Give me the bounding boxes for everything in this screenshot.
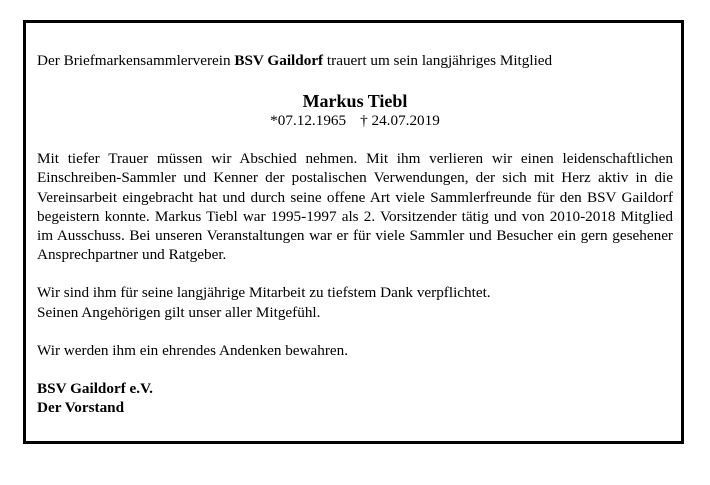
intro-line [37, 51, 673, 70]
thanks-line-1: Wir sind ihm für seine langjährige Mitarbeit zu tiefstem Dank verpflichtet. [37, 284, 491, 302]
death-date: † 24.07.2019 [360, 112, 440, 130]
life-dates [37, 111, 673, 130]
intro-text-after: trauert um sein langjähriges Mitglied [323, 52, 553, 69]
obituary-frame [23, 20, 684, 444]
signature-org: BSV Gaildorf e.V. [37, 380, 153, 398]
thanks-paragraph [37, 283, 673, 321]
deceased-name: Markus Tiebl [302, 91, 408, 112]
intro-text-before: Der Briefmarkensammlerverein [37, 52, 235, 69]
obituary-content [37, 51, 673, 417]
remember-line: Wir werden ihm ein ehrendes Andenken bewahren. [37, 341, 349, 359]
thanks-line-2: Seinen Angehörigen gilt unser aller Mitgefühl. [37, 303, 321, 321]
obituary-body: Mit tiefer Trauer müssen wir Abschied nehmen. Mit ihm verlieren wir einen leidenschaftlichen Einschreiben-Sammler und Kenner der postalischen Verwendungen, der sich mit Herz aktiv in die Vereinsarbeit eingebracht hat und durch seine offene Art viele Sammlerfreunde für den BSV Gaildorf begeistern konnte. Markus Tiebl war 1995-1997 als 2. Vorsitzender tätig und von 2010-2018 Mitglied im Ausschuss. Bei unseren Veranstaltungen war er für viele Sammler und Besucher ein gern gesehener Ansprechpartner und Ratgeber. [37, 150, 673, 264]
intro-org-name: BSV Gaildorf [234, 52, 324, 69]
birth-date: *07.12.1965 [270, 112, 347, 130]
signature-board: Der Vorstand [37, 399, 125, 417]
signature-block [37, 379, 673, 417]
